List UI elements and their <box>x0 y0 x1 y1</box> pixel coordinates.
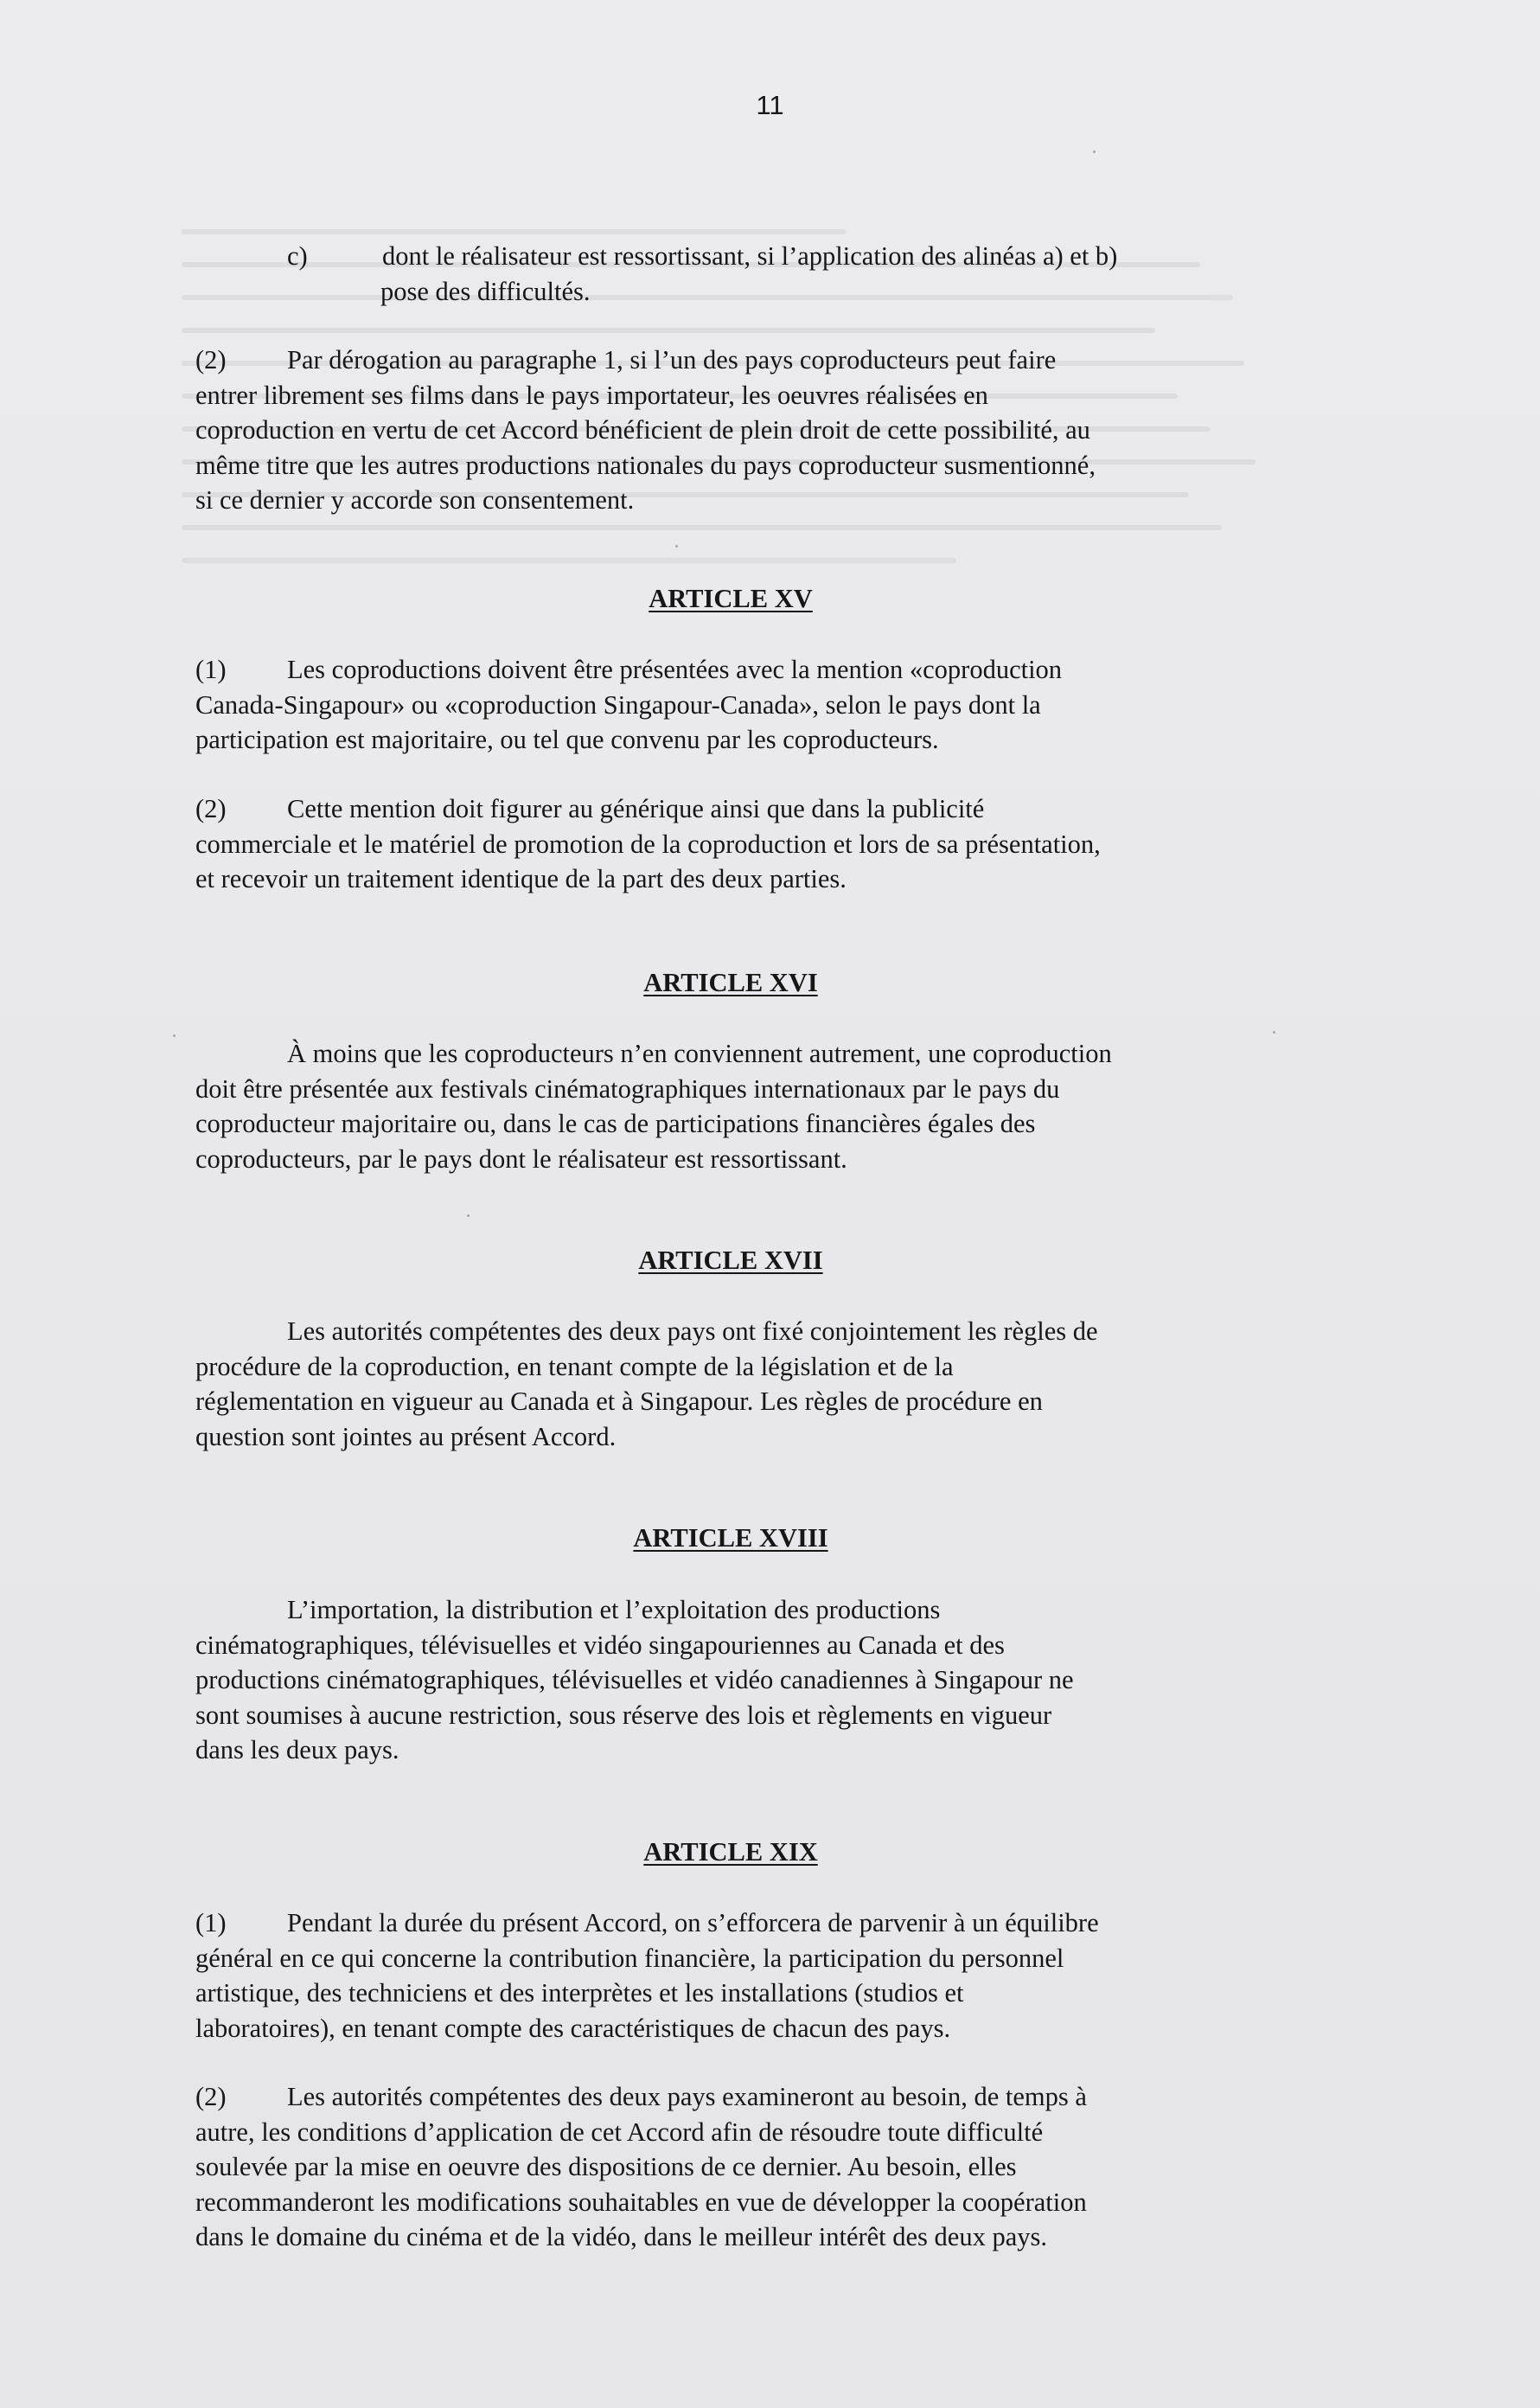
paragraph-number: (1) <box>195 655 227 684</box>
paragraph-line: Cette mention doit figurer au générique ainsi que dans la publicité <box>287 794 985 823</box>
paragraph-line: sont soumises à aucune restriction, sous réserve des lois et règlements en vigueur <box>195 1700 1052 1730</box>
paragraph-line: procédure de la coproduction, en tenant compte de la législation et de la <box>195 1351 954 1381</box>
article-heading: ARTICLE XVIII <box>633 1523 828 1553</box>
paper-speck <box>173 1034 176 1037</box>
paragraph-line: Les autorités compétentes des deux pays examineront au besoin, de temps à <box>287 2082 1087 2111</box>
paragraph-line: À moins que les coproducteurs n’en conviennent autrement, une coproduction <box>287 1039 1112 1068</box>
paragraph-line: Canada-Singapour» ou «coproduction Singapour-Canada», selon le pays dont la <box>195 689 1041 720</box>
paragraph-line: doit être présentée aux festivals cinématographiques internationaux par le pays du <box>195 1073 1060 1104</box>
paragraph-number: (1) <box>195 1908 227 1937</box>
paragraph-line: L’importation, la distribution et l’exploitation des productions <box>287 1595 941 1624</box>
paragraph-line: entrer librement ses films dans le pays importateur, les oeuvres réalisées en <box>195 380 988 410</box>
paragraph-line: Les coproductions doivent être présentées avec la mention «coproduction <box>287 655 1063 684</box>
paper-speck <box>1093 150 1096 153</box>
article-xvii-paragraph <box>195 1314 1255 1454</box>
paragraph-line: cinématographiques, télévisuelles et vidéo singapouriennes au Canada et des <box>195 1630 1005 1660</box>
article-xv-paragraph-2 <box>195 791 1255 897</box>
clause-c <box>195 239 1255 309</box>
article-xvi-paragraph <box>195 1036 1255 1176</box>
article-heading: ARTICLE XVI <box>643 968 818 997</box>
paragraph-line: et recevoir un traitement identique de la part des deux parties. <box>195 864 847 893</box>
paragraph-line: autre, les conditions d’application de cet Accord afin de résoudre toute difficulté <box>195 2117 1044 2147</box>
page-number: 11 <box>756 90 784 120</box>
paragraph-number: (2) <box>195 2082 227 2111</box>
paragraph-line: réglementation en vigueur au Canada et à Singapour. Les règles de procédure en <box>195 1387 1043 1416</box>
paragraph-line: productions cinématographiques, télévisuelles et vidéo canadiennes à Singapour ne <box>195 1665 1074 1694</box>
paragraph-line: Par dérogation au paragraphe 1, si l’un des pays coproducteurs peut faire <box>287 345 1057 375</box>
paragraph-line: même titre que les autres productions nationales du pays coproducteur susmentionné, <box>195 450 1096 480</box>
paragraph-line: commerciale et le matériel de promotion de la coproduction et lors de sa présentation, <box>195 829 1101 859</box>
paragraph-line: coproducteur majoritaire ou, dans le cas de participations financières égales des <box>195 1109 1036 1138</box>
paragraph-line: laboratoires), en tenant compte des caractéristiques de chacun des pays. <box>195 2013 951 2043</box>
paragraph-derogation <box>195 343 1255 518</box>
paper-speck <box>467 1214 470 1217</box>
paragraph-number: (2) <box>195 345 227 375</box>
paragraph-line: dans le domaine du cinéma et de la vidéo, dans le meilleur intérêt des deux pays. <box>195 2222 1047 2251</box>
paragraph-line: Les autorités compétentes des deux pays ont fixé conjointement les règles de <box>287 1316 1098 1346</box>
paragraph-line: recommanderont les modifications souhaitables en vue de développer la coopération <box>195 2187 1087 2217</box>
article-heading: ARTICLE XVII <box>638 1246 823 1275</box>
article-xviii-paragraph <box>195 1592 1255 1768</box>
paragraph-line: artistique, des techniciens et des interprètes et les installations (studios et <box>195 1978 964 2008</box>
clause-text: pose des difficultés. <box>380 276 591 306</box>
clause-text: dont le réalisateur est ressortissant, si l’application des alinéas a) et b) <box>382 241 1118 271</box>
paragraph-line: coproduction en vertu de cet Accord bénéficient de plein droit de cette possibilité, au <box>195 415 1090 445</box>
paragraph-line: participation est majoritaire, ou tel que convenu par les coproducteurs. <box>195 725 939 754</box>
paper-speck <box>675 545 678 548</box>
paragraph-line: coproducteurs, par le pays dont le réalisateur est ressortissant. <box>195 1143 847 1174</box>
paper-speck <box>1273 1031 1275 1034</box>
article-xix-paragraph-2 <box>195 2079 1255 2255</box>
paragraph-line: soulevée par la mise en oeuvre des dispositions de ce dernier. Au besoin, elles <box>195 2152 1017 2181</box>
paragraph-line: dans les deux pays. <box>195 1735 399 1764</box>
paragraph-line: général en ce qui concerne la contribution financière, la participation du personnel <box>195 1943 1064 1973</box>
article-heading: ARTICLE XIX <box>643 1837 818 1867</box>
article-xv-paragraph-1 <box>195 652 1255 758</box>
paragraph-line: question sont jointes au présent Accord. <box>195 1421 617 1451</box>
paragraph-number: (2) <box>195 794 227 823</box>
paragraph-line: Pendant la durée du présent Accord, on s’efforcera de parvenir à un équilibre <box>287 1908 1099 1937</box>
clause-label: c) <box>287 241 308 271</box>
paragraph-line: si ce dernier y accorde son consentement. <box>195 485 635 515</box>
article-xix-paragraph-1 <box>195 1905 1255 2046</box>
article-heading: ARTICLE XV <box>649 584 813 613</box>
